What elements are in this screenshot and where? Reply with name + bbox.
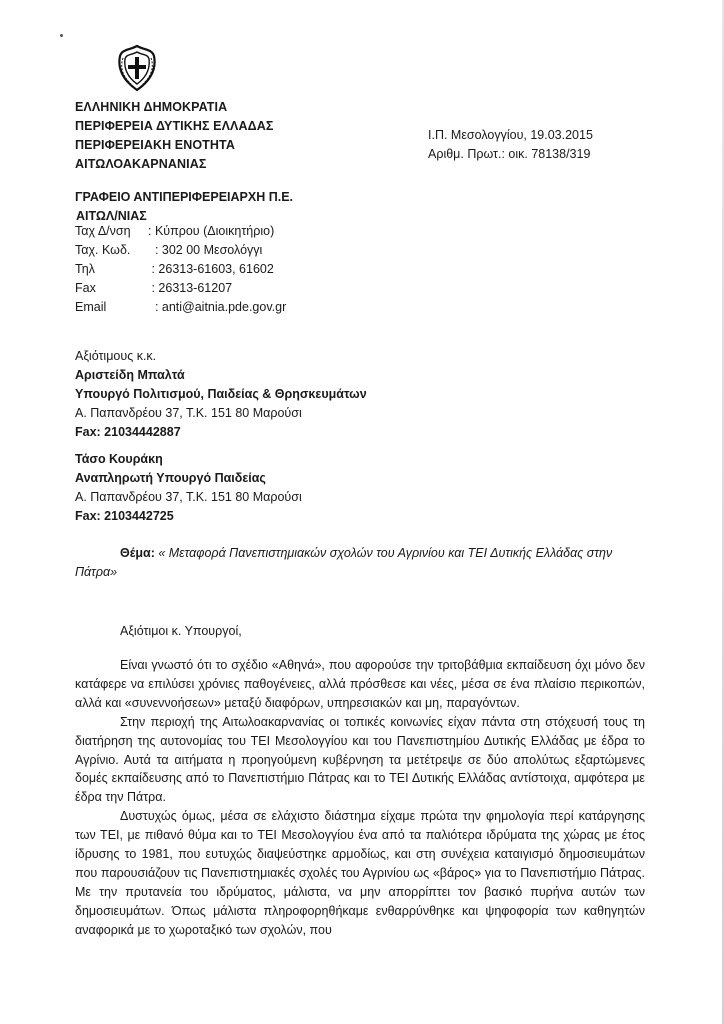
salutation: Αξιότιμοι κ. Υπουργοί, [120,624,242,638]
reference-block [428,126,593,164]
subject-text: « Μεταφορά Πανεπιστημιακών σχολών του Αγρινίου και ΤΕΙ Δυτικής Ελλάδας στην Πάτρα» [75,546,613,579]
office-subtitle: ΑΙΤΩΛ/ΝΙΑΣ [76,209,147,223]
contact-row [75,260,286,279]
contact-row [75,222,286,241]
contact-row [75,241,286,260]
recipient-block-1 [75,347,367,442]
issuer-header [75,98,273,174]
subject-label: Θέμα: [120,546,155,560]
header-line: ΠΕΡΙΦΕΡΕΙΑ ΔΥΤΙΚΗΣ ΕΛΛΑΔΑΣ [75,119,274,133]
recipient-greeting: Αξιότιμους κ.κ. [75,349,157,363]
recipient-block-2 [75,450,302,526]
header-line: ΠΕΡΙΦΕΡΕΙΑΚΗ ΕΝΟΤΗΤΑ [75,138,235,152]
recipient-role: Υπουργό Πολιτισμού, Παιδείας & Θρησκευμάτων [75,387,367,401]
body-paragraph: Στην περιοχή της Αιτωλοακαρνανίας οι τοπικές κοινωνίες είχαν πάντα στη στόχευσή τους τη διατήρηση της αυτονομίας του ΤΕΙ Μεσολογγίου και του Πανεπιστημίου Δυτικής Ελλάδας με έδρα το Αγρίνιο. Αυτά τα αιτήματα η προηγούμενη κυβέρνηση τα μετέτρεψε σε δύο απολύτως εξαρτώμενες δομές εκπαίδευσης από το Πανεπιστήμιο Πάτρας και το ΤΕΙ Δυτικής Ελλάδας αντίστοιχα, αμφότερα με έδρα την Πάτρα. [75,714,645,805]
contact-label: Email [75,300,107,314]
recipient-fax: Fax: 21034442887 [75,425,181,439]
header-line: ΕΛΛΗΝΙΚΗ ΔΗΜΟΚΡΑΤΙΑ [75,100,228,114]
contact-details [75,222,286,317]
office-title: ΓΡΑΦΕΙΟ ΑΝΤΙΠΕΡΙΦΕΡΕΙΑΡΧΗ Π.Ε. [75,190,294,204]
recipient-name: Αριστείδη Μπαλτά [75,368,185,382]
contact-label: Ταχ. Κωδ. [75,243,131,257]
contact-value: : 26313-61603, 61602 [148,262,274,276]
recipient-address: Α. Παπανδρέου 37, Τ.Κ. 151 80 Μαρούσι [75,406,302,420]
contact-row [75,279,286,298]
header-line: ΑΙΤΩΛΟΑΚΑΡΝΑΝΙΑΣ [75,157,207,171]
recipient-name: Τάσο Κουράκη [75,452,163,466]
subject-line [75,544,655,582]
contact-label: Ταχ Δ/νση [75,224,131,238]
body-paragraph: Δυστυχώς όμως, μέσα σε ελάχιστο διάστημα είχαμε πρώτα την φημολογία περί κατάργησης των ΤΕΙ, με πιθανό θύμα και το ΤΕΙ Μεσολογγίου ένα από τα παλιότερα ιδρύματα της χώρας με έτος ίδρυσης το 1981, που ευτυχώς διαψεύστηκε αρμοδίως, και στη συνέχεια καταιγισμό δημοσιευμάτων που παρουσιάζουν τις Πανεπιστημιακές σχολές του Αγρινίου ως «βάρος» για το Πανεπιστήμιο Πάτρας. Με την πρυτανεία του ιδρύματος, μάλιστα, να μην απορρίπτει τον βασικό πυρήνα αυτών των δημοσιευμάτων. Όπως μάλιστα πληροφορηθήκαμε ενθαρρύνθηκε και ψηφοφορία των καθηγητών αναφορικά με το χωροταξικό των σχολών, που [75,809,645,937]
contact-label: Fax [75,281,96,295]
contact-email: : anti@aitnia.pde.gov.gr [148,300,287,314]
contact-label: Τηλ [75,262,95,276]
protocol-number: Αριθμ. Πρωτ.: οικ. 78138/319 [428,147,591,161]
contact-value: : Κύπρου (Διοικητήριο) [148,224,275,238]
office-block [75,188,293,226]
contact-value: : 26313-61207 [148,281,233,295]
letter-body [75,656,645,940]
recipient-fax: Fax: 2103442725 [75,509,174,523]
scan-speck [60,34,63,37]
recipient-address: Α. Παπανδρέου 37, Τ.Κ. 151 80 Μαρούσι [75,490,302,504]
contact-row [75,298,286,317]
recipient-role: Αναπληρωτή Υπουργό Παιδείας [75,471,266,485]
contact-value: : 302 00 Μεσολόγγι [148,243,263,257]
place-date: Ι.Π. Μεσολογγίου, 19.03.2015 [428,128,593,142]
body-paragraph: Είναι γνωστό ότι το σχέδιο «Αθηνά», που αφορούσε την τριτοβάθμια εκπαίδευση όχι μόνο δεν κατάφερε να επιλύσει χρόνιες παθογένειες, αλλά πρόσθεσε και νέες, μέσα σε ένα πλαίσιο περικοπών, αλλά και «συνεννοήσεων» μεταξύ διαφόρων, υπηρεσιακών και μη, παραγόντων. [75,658,645,710]
greek-coat-of-arms-emblem [116,44,158,92]
